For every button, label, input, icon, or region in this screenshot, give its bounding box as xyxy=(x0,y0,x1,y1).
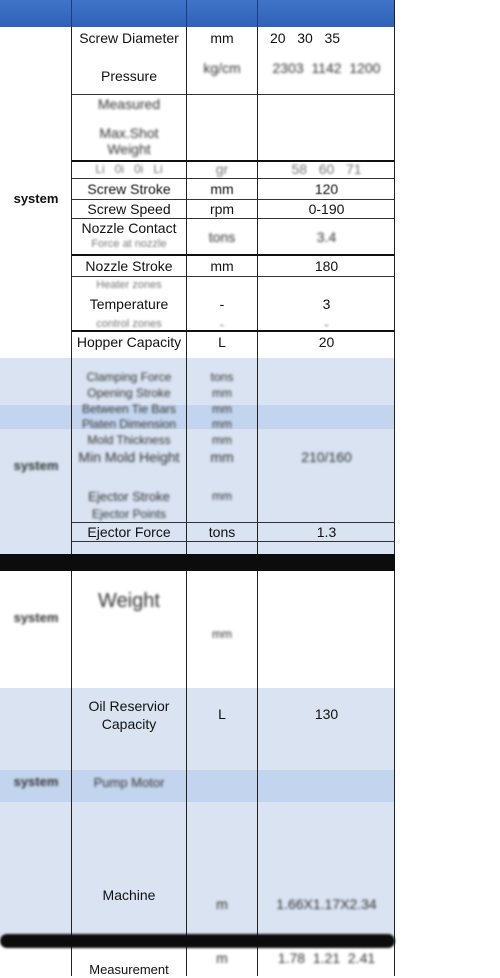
section-divider xyxy=(0,554,395,571)
row-line xyxy=(72,218,394,219)
shot-row-value: 58 60 71 xyxy=(291,161,362,177)
screw-stroke-unit: mm xyxy=(210,181,234,197)
row-line xyxy=(72,254,394,256)
measurement-value: 1.78 1.21 2.41 xyxy=(277,950,376,966)
row-line xyxy=(72,178,394,179)
screw-speed-value: 0-190 xyxy=(308,201,345,217)
hydraulic-system-label: system xyxy=(13,610,59,625)
measurement-unit: m xyxy=(216,950,228,966)
temperature-bottom-value: - xyxy=(324,316,329,332)
pump-motor-label: Pump Motor xyxy=(93,775,165,790)
screw-stroke-label: Screw Stroke xyxy=(87,181,171,197)
temperature-unit: - xyxy=(219,296,225,312)
measured-label: Measured xyxy=(97,96,161,112)
clamp-row-unit: mm xyxy=(212,433,232,447)
shot-row-label: Li 0i 0i Li xyxy=(95,162,163,176)
temperature-value: 3 xyxy=(322,296,331,312)
clamp-row-label: Opening Stroke xyxy=(87,386,171,400)
shot-weight-label: Max.Shot Weight xyxy=(99,125,159,157)
screw-stroke-value: 120 xyxy=(314,181,339,197)
measurement-label: Measurement xyxy=(89,962,169,977)
ejector-force-unit: tons xyxy=(208,524,236,540)
clamp-row-unit: mm xyxy=(212,386,232,400)
nozzle-stroke-unit: mm xyxy=(210,258,234,274)
row-line xyxy=(72,541,394,542)
machine-label: Machine xyxy=(102,887,156,903)
header-divider xyxy=(71,0,72,27)
header-divider xyxy=(257,0,258,27)
temperature-label: Temperature xyxy=(89,296,169,312)
temperature-bottom-unit: - xyxy=(219,316,225,332)
weight-unit: mm xyxy=(212,627,232,641)
clamp-row-label: Clamping Force xyxy=(86,370,172,384)
min-mold-height-value: 210/160 xyxy=(301,449,352,465)
injection-system-label: system xyxy=(13,191,59,206)
section-divider xyxy=(0,934,395,948)
clamp-row-label: Platen Dimension xyxy=(81,417,177,431)
nozzle-contact-label: Nozzle Contact xyxy=(81,220,177,236)
hopper-capacity-label: Hopper Capacity xyxy=(76,334,182,350)
temperature-bottom-label: control zones xyxy=(96,318,162,330)
machine-value: 1.66X1.17X2.34 xyxy=(276,896,377,912)
hopper-capacity-value: 20 xyxy=(318,334,335,350)
ejector-stroke-unit: mm xyxy=(212,489,232,503)
row-line xyxy=(72,199,394,200)
ejector-points-label: Ejector Points xyxy=(91,507,167,521)
pressure-value: 2303 1142 1200 xyxy=(272,60,381,76)
oil-reservoir-label: Oil Reservior Capacity xyxy=(88,698,170,732)
clamp-row-unit: tons xyxy=(210,370,234,384)
screw-diameter-label: Screw Diameter xyxy=(79,30,179,46)
screw-speed-label: Screw Speed xyxy=(87,201,171,217)
weight-label: Weight xyxy=(98,590,160,612)
table-header xyxy=(0,0,395,27)
header-divider xyxy=(186,0,187,27)
clamp-row-unit: mm xyxy=(212,417,232,431)
temperature-top-label: Heater zones xyxy=(96,279,162,291)
min-mold-height-unit: mm xyxy=(210,449,234,465)
column-line xyxy=(394,0,395,976)
min-mold-height-label: Min Mold Height xyxy=(78,449,180,465)
clamp-row-label: Between Tie Bars xyxy=(81,402,177,416)
screw-diameter-unit: mm xyxy=(210,30,234,46)
pressure-label: Pressure xyxy=(100,68,158,84)
ejector-force-value: 1.3 xyxy=(316,524,337,540)
oil-reservoir-value: 130 xyxy=(314,706,339,722)
hopper-capacity-unit: L xyxy=(218,334,226,350)
pressure-unit: kg/cm xyxy=(203,60,241,76)
clamping-system-label: system xyxy=(13,458,59,473)
nozzle-contact-sublabel: Force at nozzle xyxy=(91,238,167,250)
shot-row-unit: gr xyxy=(215,161,229,177)
nozzle-contact-unit: tons xyxy=(208,229,236,245)
clamp-row-unit: mm xyxy=(212,402,232,416)
row-line xyxy=(72,94,394,95)
clamp-row-label: Mold Thickness xyxy=(87,433,171,447)
nozzle-stroke-value: 180 xyxy=(314,258,339,274)
nozzle-stroke-label: Nozzle Stroke xyxy=(85,258,173,274)
machine-unit: m xyxy=(216,896,228,912)
oil-reservoir-unit: L xyxy=(218,706,226,722)
electric-system-label: system xyxy=(13,774,59,789)
screw-diameter-value: 20 30 35 xyxy=(270,30,341,46)
ejector-stroke-label: Ejector Stroke xyxy=(88,489,170,504)
ejector-force-label: Ejector Force xyxy=(87,524,171,540)
screw-speed-unit: rpm xyxy=(209,201,235,217)
nozzle-contact-value: 3.4 xyxy=(316,229,337,245)
